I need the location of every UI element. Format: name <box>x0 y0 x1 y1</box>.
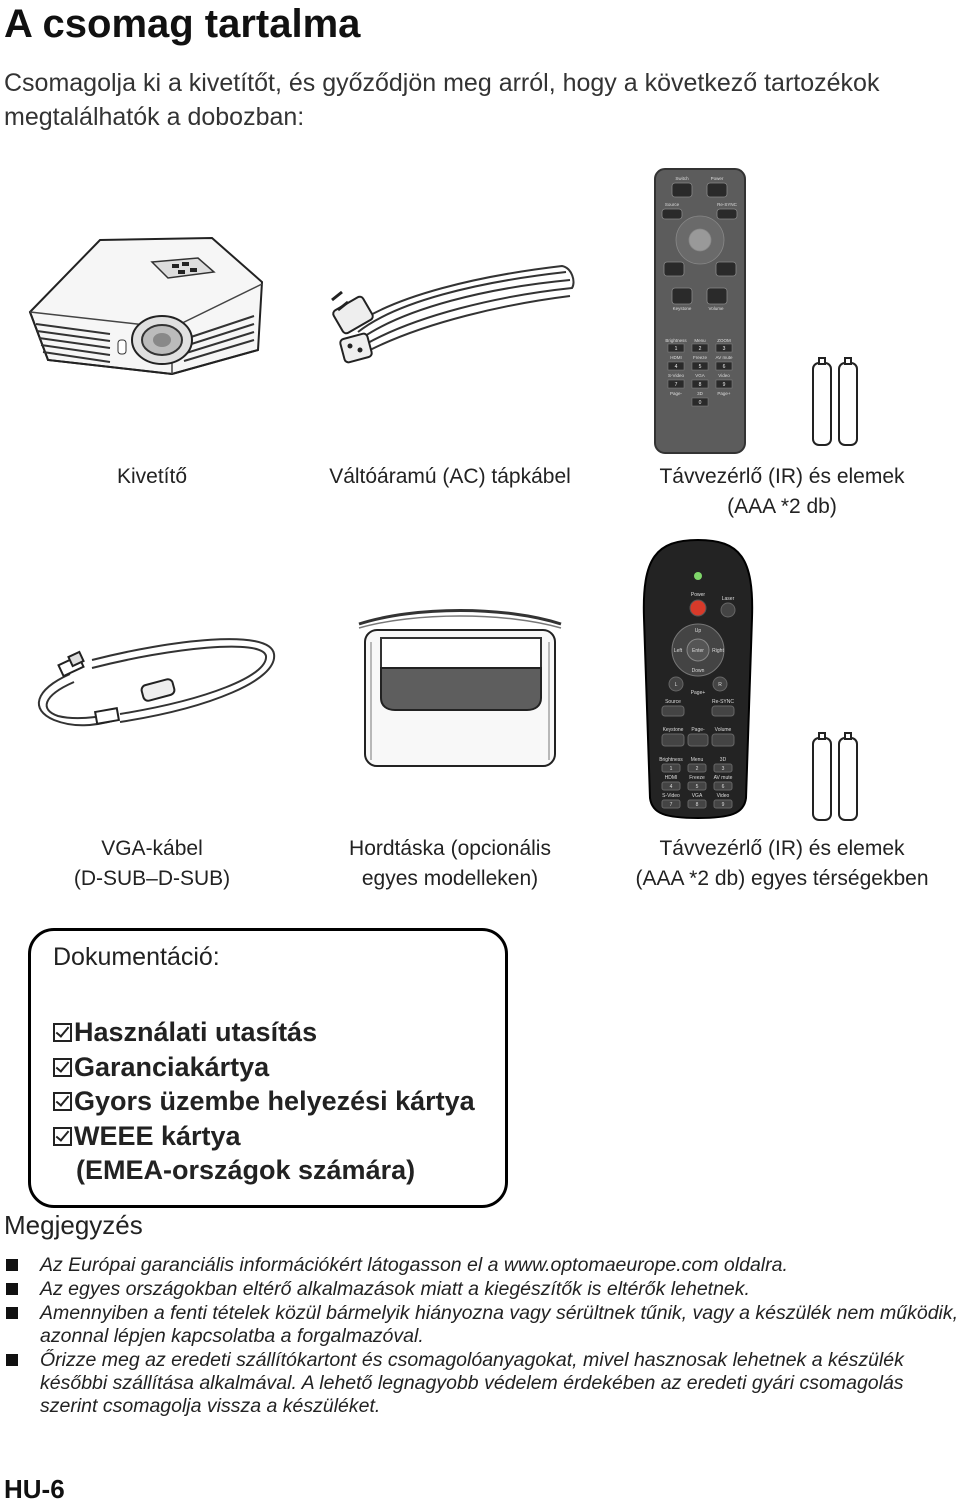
remote2-label: Freeze <box>689 775 705 781</box>
remote1-label: Menu <box>694 338 706 343</box>
remote2-digit: 5 <box>695 784 699 790</box>
projector-image <box>22 232 267 382</box>
caption-line: Váltóáramú (AC) tápkábel <box>329 465 571 488</box>
remote2-digit: 7 <box>669 802 673 808</box>
remote2-label: Up <box>694 628 702 634</box>
remote2-label: Keystone <box>662 727 684 733</box>
remote2-label: AV mute <box>713 775 733 781</box>
caption-line: (AAA *2 db) <box>727 495 837 518</box>
documentation-item <box>53 1015 475 1050</box>
note-title: Megjegyzés <box>4 1210 143 1240</box>
remote-control-1-image <box>654 168 746 454</box>
square-bullet-icon <box>6 1307 18 1319</box>
square-bullet-icon <box>6 1259 18 1271</box>
remote2-label: Page+ <box>690 690 706 696</box>
vga-cable-image <box>30 630 280 740</box>
remote1-label: Source <box>664 202 680 207</box>
note-item <box>6 1349 960 1418</box>
remote2-label: Menu <box>690 757 704 763</box>
remote2-digit: 8 <box>695 802 699 808</box>
carrying-case-image <box>355 602 565 770</box>
caption-line: egyes modelleken) <box>361 867 539 890</box>
remote1-label: Keystone <box>672 306 692 311</box>
caption-line: Hordtáska (opcionális <box>349 837 551 860</box>
remote2-digit: 6 <box>721 784 725 790</box>
remote2-label: Enter <box>692 648 704 654</box>
remote1-digit: 6 <box>722 364 726 370</box>
page-number: HU-6 <box>4 1474 65 1504</box>
remote2-digit: 4 <box>669 784 673 790</box>
checked-checkbox-icon <box>53 1023 72 1042</box>
caption-vga-cable <box>40 834 264 894</box>
caption-carrying-case <box>300 834 600 894</box>
remote-control-2-image <box>640 538 756 820</box>
remote1-digit: 1 <box>674 346 678 352</box>
power-cable-image <box>326 262 576 370</box>
note-item <box>6 1302 960 1348</box>
documentation-item <box>53 1084 475 1119</box>
remote1-label: AV mute <box>715 355 733 360</box>
batteries-1-image <box>810 357 862 447</box>
remote2-digit: 1 <box>669 766 673 772</box>
remote2-label: Re-SYNC <box>712 699 734 705</box>
checked-checkbox-icon <box>53 1058 72 1077</box>
note-item <box>6 1278 960 1301</box>
remote2-label: HDMI <box>664 775 678 781</box>
remote2-label: Brightness <box>659 757 683 763</box>
caption-remote-2 <box>606 834 958 894</box>
remote2-label: Laser <box>721 596 735 602</box>
remote2-label: Left <box>673 648 683 654</box>
remote1-digit: 5 <box>698 364 702 370</box>
remote2-digit: 9 <box>721 802 725 808</box>
remote2-label: Volume <box>714 727 732 733</box>
checked-checkbox-icon <box>53 1127 72 1146</box>
remote1-digit: 3 <box>722 346 726 352</box>
caption-projector <box>60 462 244 492</box>
note-text: Az egyes országokban eltérő alkalmazások miatt a kiegészítők is eltérők lehetnek. <box>40 1278 750 1300</box>
note-text: Az Európai garanciális információkért látogasson el a www.optomaeurope.com oldalra. <box>40 1254 788 1276</box>
remote2-label: R <box>718 682 722 688</box>
documentation-item-label: Használati utasítás <box>74 1017 318 1047</box>
documentation-title: Dokumentáció: <box>53 943 220 971</box>
remote1-digit: 0 <box>698 400 702 406</box>
remote1-label: Brightness <box>665 338 687 343</box>
documentation-item-label: Garanciakártya <box>74 1051 270 1082</box>
note-text: Amennyiben a fenti tételek közül bármelyik hiányozna vagy sérültnek tűnik, vagy a készülék nem működik, azonnal lépjen kapcsolatba a forgalmazóval. <box>40 1302 959 1347</box>
remote2-label: Page- <box>691 727 705 733</box>
remote1-digit: 7 <box>674 382 678 388</box>
note-item <box>6 1254 960 1277</box>
batteries-2-image <box>810 732 862 822</box>
remote2-label: VGA <box>691 793 703 799</box>
remote1-label: S-Video <box>668 373 684 378</box>
caption-line: VGA-kábel <box>101 837 203 860</box>
remote2-label: Power <box>690 592 706 598</box>
caption-line: Távvezérlő (IR) és elemek <box>659 837 905 860</box>
remote1-label: Power <box>710 176 724 181</box>
documentation-item-label: WEEE kártya <box>74 1120 241 1151</box>
documentation-list <box>53 1015 475 1188</box>
checked-checkbox-icon <box>53 1092 72 1111</box>
remote1-label: Switch <box>675 176 689 181</box>
remote2-label: Right <box>712 648 724 654</box>
remote2-label: L <box>674 682 678 688</box>
remote1-digit: 4 <box>674 364 678 370</box>
note-text: Őrizze meg az eredeti szállítókartont és csomagolóanyagokat, mivel hasznosak lehetnek a készülék későbbi szállítása alkalmával. A lehető legnagyobb védelem érdekében az eredeti gyári csomagolás szerint csomagolja vissza a készüléket. <box>40 1349 904 1417</box>
page-title: A csomag tartalma <box>4 2 361 46</box>
remote1-label: Volume <box>708 306 724 311</box>
remote1-label: 3D <box>697 391 703 396</box>
remote2-label: 3D <box>719 757 727 763</box>
remote1-label: Video <box>718 373 730 378</box>
square-bullet-icon <box>6 1283 18 1295</box>
caption-line: Távvezérlő (IR) és elemek <box>659 465 905 488</box>
square-bullet-icon <box>6 1354 18 1366</box>
remote2-label: S-Video <box>662 793 680 799</box>
caption-line: Kivetítő <box>116 465 188 488</box>
note-list <box>6 1254 960 1419</box>
remote1-label: Page+ <box>717 391 731 396</box>
remote1-label: Page- <box>669 391 683 396</box>
remote2-label: Down <box>691 668 705 674</box>
remote2-digit: 3 <box>721 766 725 772</box>
documentation-item <box>53 1050 475 1085</box>
caption-power-cable <box>300 462 600 492</box>
remote1-digit: 2 <box>698 346 702 352</box>
remote1-label: Freeze <box>692 355 708 360</box>
remote1-label: Re-SYNC <box>717 202 737 207</box>
intro-text: Csomagolja ki a kivetítőt, és győződjön meg arról, hogy a következő tartozékok megtalálhatók a dobozban: <box>4 69 880 131</box>
remote1-digit: 8 <box>698 382 702 388</box>
documentation-item-note: (EMEA-országok számára) <box>76 1155 416 1185</box>
remote1-label: VGA <box>695 373 705 378</box>
remote1-label: HDMI <box>670 355 682 360</box>
documentation-box <box>28 928 508 1208</box>
caption-line: (AAA *2 db) egyes térségekben <box>635 867 929 890</box>
remote2-label: Video <box>716 793 730 799</box>
caption-line: (D-SUB–D-SUB) <box>73 867 231 890</box>
remote2-digit: 2 <box>695 766 699 772</box>
remote1-label: ZOOM <box>717 338 731 343</box>
documentation-item-label: Gyors üzembe helyezési kártya <box>74 1086 475 1116</box>
remote1-digit: 9 <box>722 382 726 388</box>
documentation-item <box>53 1119 475 1154</box>
remote2-label: Source <box>665 699 681 705</box>
caption-remote-1 <box>620 462 944 522</box>
